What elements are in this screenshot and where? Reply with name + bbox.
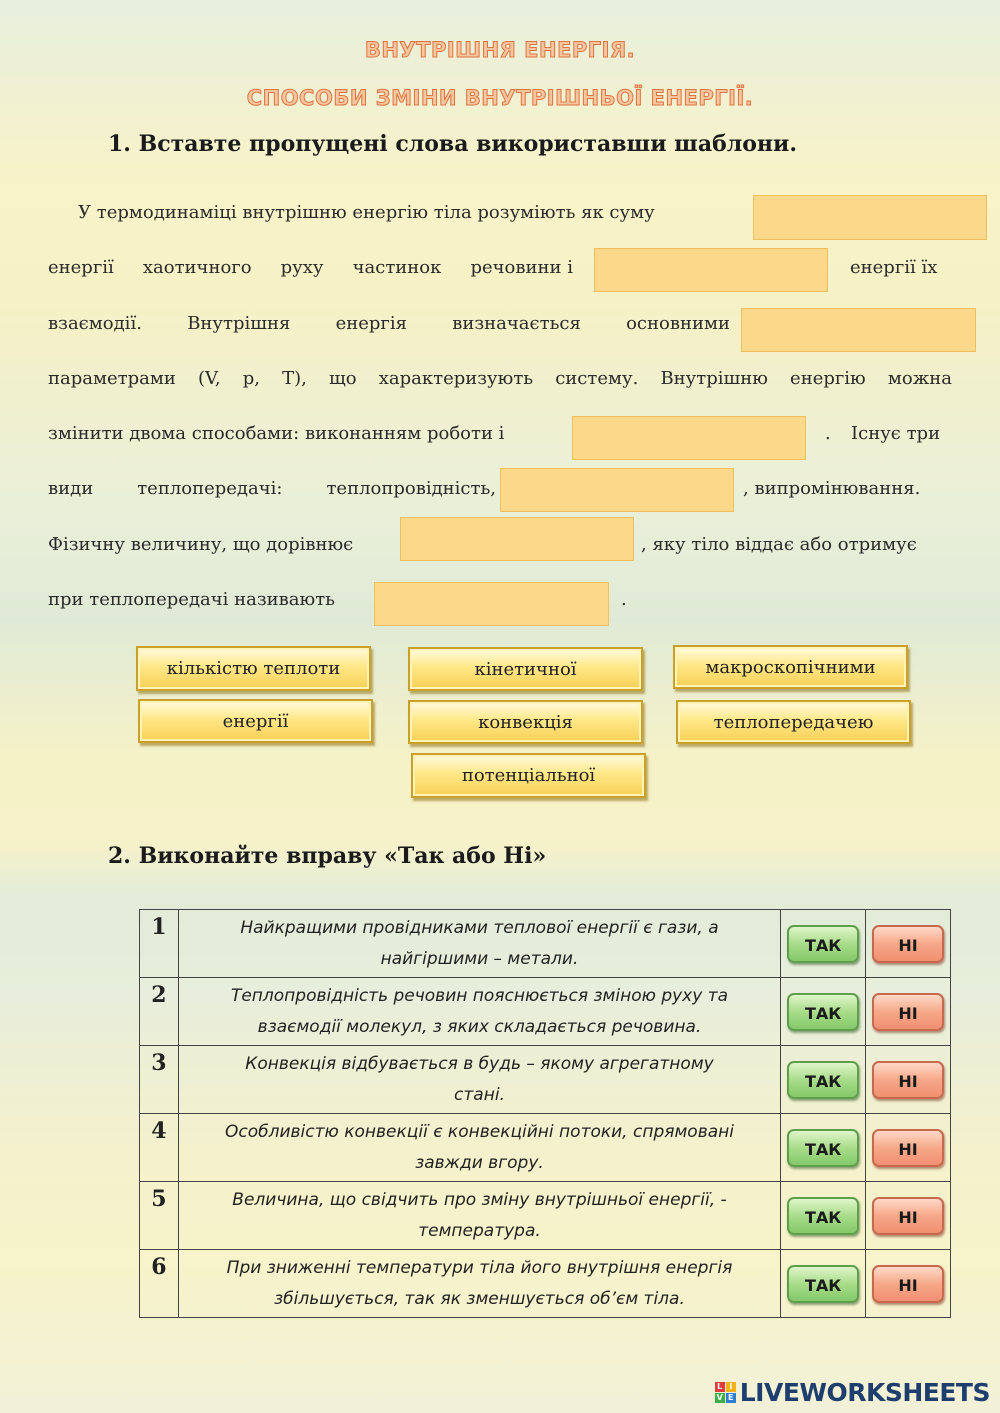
word-chip-enerhii[interactable]: енергії	[138, 699, 373, 743]
statement	[178, 910, 780, 978]
no-cell	[866, 1114, 951, 1182]
statement-line: температура.	[418, 1220, 541, 1241]
text-fragment: теплопередачі:	[137, 478, 283, 499]
statement-line: взаємодії молекул, з яких складається речовина.	[257, 1016, 702, 1037]
statement-line: При зниженні температури тіла його внутрішня енергія	[226, 1257, 733, 1278]
table-row	[140, 1250, 951, 1318]
yes-cell	[781, 1114, 866, 1182]
yes-cell	[781, 978, 866, 1046]
word-chip-teploperedacheiu[interactable]: теплопередачею	[676, 700, 911, 744]
paragraph-line-8a: при теплопередачі називають	[48, 589, 335, 610]
text-fragment: Внутрішня	[187, 313, 291, 334]
text-fragment: руху	[280, 257, 324, 278]
paragraph-line-3	[48, 312, 730, 336]
statement	[178, 1046, 780, 1114]
yes-cell	[781, 1250, 866, 1318]
yes-button[interactable]: ТАК	[787, 1061, 859, 1099]
text-fragment: речовини і	[470, 257, 573, 278]
statement	[178, 978, 780, 1046]
paragraph-line-5b: .	[825, 423, 831, 444]
yes-button[interactable]: ТАК	[787, 1129, 859, 1167]
no-button[interactable]: НІ	[872, 993, 944, 1031]
statement-line: найгіршими – метали.	[380, 948, 579, 969]
paragraph-line-4: параметрами (V, p, T), що характеризують систему. Внутрішню енергію можна	[48, 368, 952, 389]
table-row	[140, 910, 951, 978]
text-fragment: взаємодії.	[48, 313, 142, 334]
paragraph-line-2a	[48, 256, 573, 280]
no-button[interactable]: НІ	[872, 925, 944, 963]
logo-letter: L	[715, 1382, 725, 1392]
statement-line: завжди вгору.	[415, 1152, 544, 1173]
no-cell	[866, 1250, 951, 1318]
no-cell	[866, 978, 951, 1046]
text-fragment: енергії	[48, 257, 114, 278]
blank-3[interactable]	[741, 308, 976, 352]
statement-line: Конвекція відбувається в будь – якому агрегатному	[245, 1053, 714, 1074]
blank-1[interactable]	[753, 195, 987, 240]
paragraph-line-6d: , випромінювання.	[743, 478, 921, 499]
statement	[178, 1250, 780, 1318]
paragraph-line-2b: енергії їх	[850, 257, 938, 278]
true-false-table	[139, 909, 951, 1318]
statement	[178, 1182, 780, 1250]
word-chip-konvektsiia[interactable]: конвекція	[408, 700, 643, 744]
word-chip-kilkistiu-teploty[interactable]: кількістю теплоти	[136, 646, 371, 691]
paragraph-line-7b: , яку тіло віддає або отримує	[641, 534, 917, 555]
no-cell	[866, 910, 951, 978]
liveworksheets-logo	[715, 1378, 990, 1407]
word-chip-makroskopichnymy[interactable]: макроскопічними	[673, 645, 908, 689]
no-cell	[866, 1046, 951, 1114]
word-chip-potentsialnoi[interactable]: потенціальної	[411, 753, 646, 798]
logo-letter: I	[726, 1382, 736, 1392]
no-cell	[866, 1182, 951, 1250]
no-button[interactable]: НІ	[872, 1061, 944, 1099]
yes-cell	[781, 1046, 866, 1114]
yes-cell	[781, 910, 866, 978]
paragraph-line-8b: .	[621, 589, 627, 610]
row-number: 3	[140, 1046, 179, 1114]
text-fragment: енергія	[335, 313, 407, 334]
row-number: 1	[140, 910, 179, 978]
text-fragment: теплопровідність,	[326, 478, 496, 499]
table-row	[140, 1182, 951, 1250]
statement-line: стані.	[454, 1084, 505, 1105]
row-number: 4	[140, 1114, 179, 1182]
paragraph-line-1: У термодинаміці внутрішню енергію тіла розуміють як суму	[78, 202, 655, 223]
text-fragment: визначається	[452, 313, 581, 334]
logo-letter: E	[726, 1393, 736, 1403]
table-row	[140, 978, 951, 1046]
logo-text: LIVEWORKSHEETS	[739, 1378, 990, 1407]
worksheet-title-line-1: ВНУТРІШНЯ ЕНЕРГІЯ.	[364, 38, 636, 62]
table-row	[140, 1046, 951, 1114]
statement	[178, 1114, 780, 1182]
statement-line: Найкращими провідниками теплової енергії є гази, а	[240, 917, 719, 938]
no-button[interactable]: НІ	[872, 1197, 944, 1235]
blank-5[interactable]	[500, 468, 734, 512]
yes-button[interactable]: ТАК	[787, 1265, 859, 1303]
worksheet-title-line-2: СПОСОБИ ЗМІНИ ВНУТРІШНЬОЇ ЕНЕРГІЇ.	[246, 86, 754, 110]
logo-letter: V	[716, 1393, 723, 1402]
exercise-1-heading: 1. Вставте пропущені слова використавши шаблони.	[108, 131, 798, 157]
logo-mark-icon	[715, 1382, 736, 1403]
blank-2[interactable]	[594, 248, 828, 292]
yes-button[interactable]: ТАК	[787, 993, 859, 1031]
row-number: 2	[140, 978, 179, 1046]
word-chip-kinetychnoi[interactable]: кінетичної	[408, 647, 643, 691]
exercise-2-heading: 2. Виконайте вправу «Так або Ні»	[108, 843, 547, 869]
statement-line: збільшується, так як зменшується об’єм тіла.	[274, 1288, 685, 1309]
paragraph-line-5a: змінити двома способами: виконанням роботи і	[48, 423, 505, 444]
paragraph-line-7a: Фізичну величину, що дорівнює	[48, 534, 354, 555]
statement-line: Величина, що свідчить про зміну внутрішньої енергії, -	[232, 1189, 727, 1210]
statement-line: Особливістю конвекції є конвекційні потоки, спрямовані	[225, 1121, 734, 1142]
yes-button[interactable]: ТАК	[787, 925, 859, 963]
text-fragment: основними	[626, 313, 730, 334]
no-button[interactable]: НІ	[872, 1129, 944, 1167]
no-button[interactable]: НІ	[872, 1265, 944, 1303]
paragraph-line-5c: Існує три	[851, 423, 941, 444]
text-fragment: види	[48, 478, 94, 499]
table-row	[140, 1114, 951, 1182]
row-number: 6	[140, 1250, 179, 1318]
statement-line: Теплопровідність речовин пояснюється зміною руху та	[230, 985, 729, 1006]
yes-button[interactable]: ТАК	[787, 1197, 859, 1235]
text-fragment: хаотичного	[142, 257, 252, 278]
yes-cell	[781, 1182, 866, 1250]
blank-7[interactable]	[374, 582, 609, 626]
blank-4[interactable]	[572, 416, 806, 460]
row-number: 5	[140, 1182, 179, 1250]
blank-6[interactable]	[400, 517, 634, 561]
text-fragment: частинок	[352, 257, 442, 278]
paragraph-line-6	[48, 477, 496, 501]
